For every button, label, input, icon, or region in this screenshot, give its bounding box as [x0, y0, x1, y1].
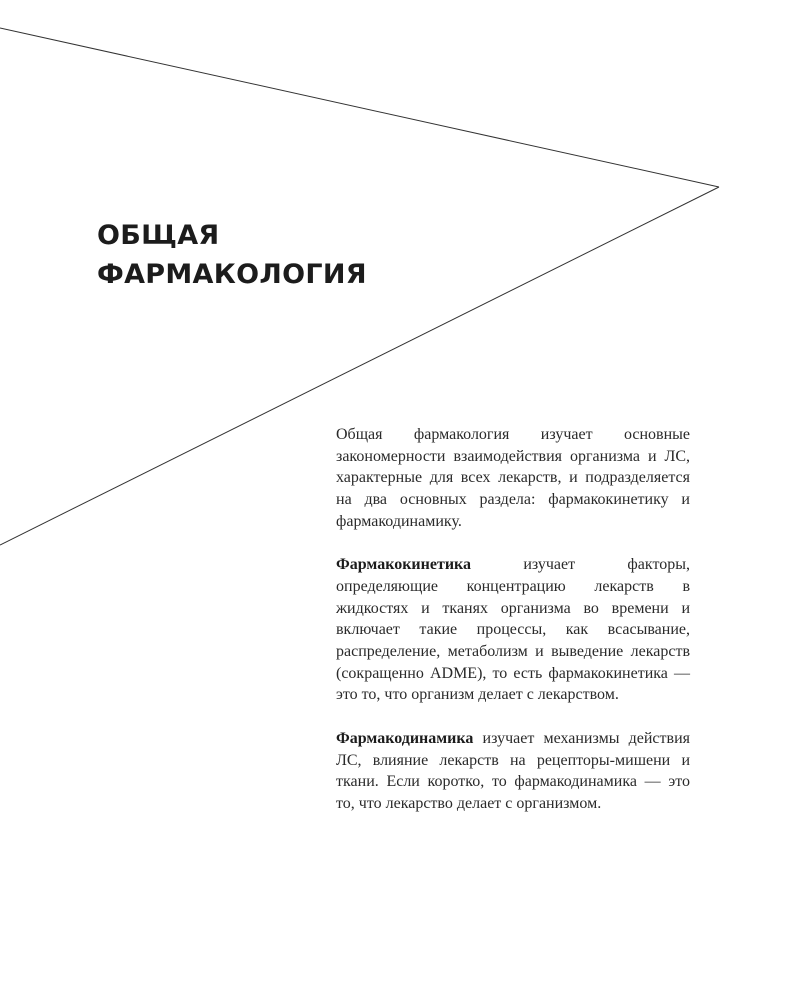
decorative-line-upper [0, 28, 719, 187]
pharmacodynamics-paragraph [336, 728, 690, 815]
chapter-title-line-1: ОБЩАЯ [97, 220, 220, 251]
pharmacokinetics-paragraph [336, 554, 690, 706]
body-text [336, 424, 690, 815]
chapter-title-line-2: ФАРМАКОЛОГИЯ [97, 259, 367, 290]
pharmacodynamics-text: изучает механизмы действия ЛС, влияние лекарств на рецепторы-мишени и ткани. Если коротко, то фармакодинамика — это то, что лекарство делает с организмом. [336, 729, 690, 812]
chapter-title [97, 216, 367, 294]
intro-paragraph: Общая фармакология изучает основные закономерности взаимодействия организма и ЛС, характерные для всех лекарств, и подразделяется на два основных раздела: фармакокинетику и фармакодинамику. [336, 426, 690, 530]
pharmacokinetics-term: Фармакокинетика [336, 556, 472, 574]
pharmacodynamics-term: Фармакодинамика [336, 729, 474, 747]
pharmacokinetics-text: изучает факторы, определяющие концентрацию лекарств в жидкостях и тканях организма во времени и включает такие процессы, как всасывание, распределение, метаболизм и выведение лекарств (сокращенно ADME), то есть фармакокинетика — это то, что организм делает с лекарством. [336, 556, 690, 704]
